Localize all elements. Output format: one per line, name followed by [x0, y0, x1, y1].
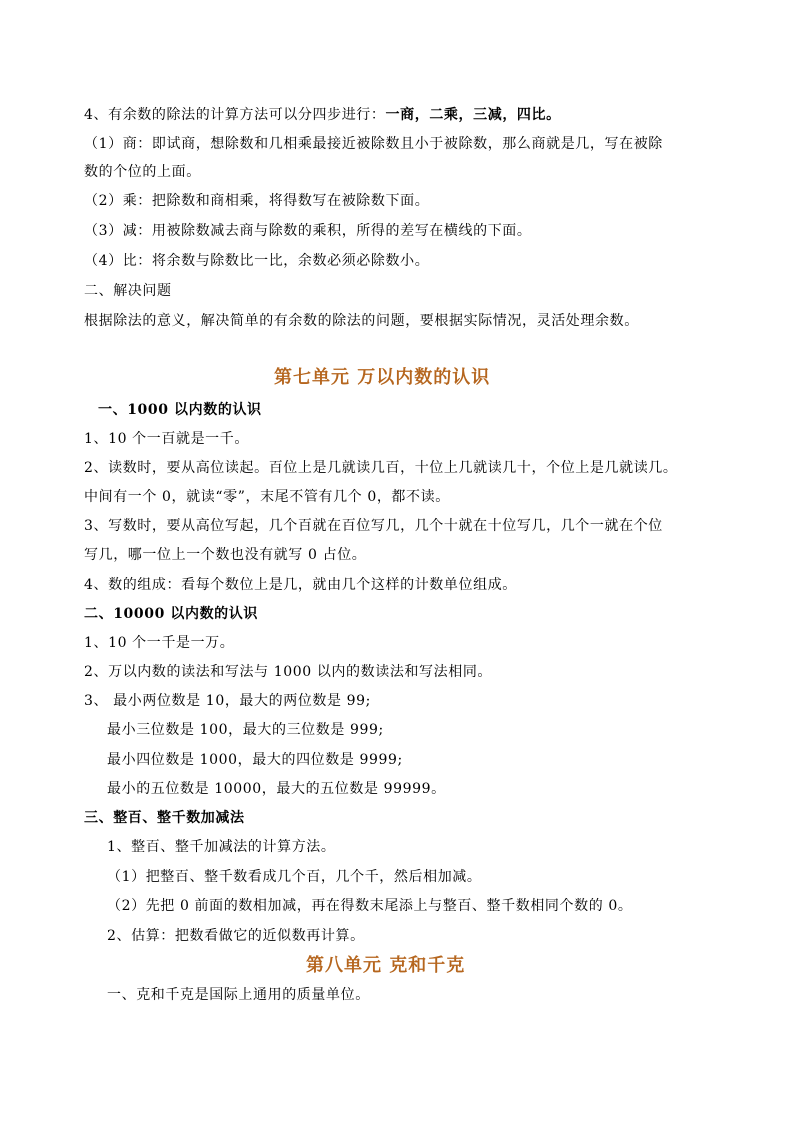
unit-7-sub3-item-1a: （1）把整百、整千数看成几个百，几个千，然后相加减。 — [107, 869, 482, 885]
unit-7-title: 第七单元 万以内数的认识 — [274, 367, 491, 388]
unit-7-item-4: 4、数的组成：看每个数位上是几，就由几个这样的计数单位组成。 — [84, 577, 517, 593]
unit-7-item-3-line-1: 3、写数时，要从高位写起，几个百就在百位写几，几个十就在十位写几，几个一就在个位 — [84, 518, 663, 534]
division-method-item — [84, 106, 561, 124]
part-2-title: 二、解决问题 — [84, 283, 172, 299]
unit-7-item-3-line-2: 写几，哪一位上一个数也没有就写 0 占位。 — [84, 547, 367, 563]
unit-7-item-2-line-1: 2、读数时，要从高位读起。百位上是几就读几百，十位上几就读几十，个位上是几就读几。 — [84, 460, 678, 476]
step-4: （4）比：将余数与除数比一比，余数必须必除数小。 — [84, 253, 430, 269]
step-3: （3）减：用被除数减去商与除数的乘积，所得的差写在横线的下面。 — [84, 223, 532, 239]
unit-7-sub2-item-3-line-1: 3、 最小两位数是 10，最大的两位数是 99; — [84, 693, 372, 709]
unit-7-sub2-item-2: 2、万以内数的读法和写法与 1000 以内的数读法和写法相同。 — [84, 664, 493, 680]
unit-7-subheading-2: 二、10000 以内数的认识 — [84, 606, 258, 622]
unit-7-sub2-item-3-line-4: 最小的五位数是 10000，最大的五位数是 99999。 — [107, 781, 446, 797]
unit-8-title: 第八单元 克和千克 — [306, 955, 466, 976]
unit-7-item-2-line-2: 中间有一个 0，就读“零”，末尾不管有几个 0，都不读。 — [84, 489, 450, 505]
unit-7-sub2-item-3-line-3: 最小四位数是 1000，最大的四位数是 9999; — [107, 752, 403, 768]
unit-8-item-1: 一、克和千克是国际上通用的质量单位。 — [107, 987, 370, 1003]
step-2: （2）乘：把除数和商相乘，将得数写在被除数下面。 — [84, 193, 430, 209]
step-1-line-2: 数的个位的上面。 — [84, 164, 201, 180]
unit-7-sub3-item-1: 1、整百、整千加减法的计算方法。 — [107, 839, 336, 855]
unit-7-sub3-item-2: 2、估算：把数看做它的近似数再计算。 — [107, 928, 365, 944]
unit-7-sub3-item-1b: （2）先把 0 前面的数相加减，再在得数末尾添上与整百、整千数相同个数的 0。 — [107, 898, 633, 914]
unit-7-sub2-item-3-line-2: 最小三位数是 100，最大的三位数是 999; — [107, 722, 384, 738]
unit-7-sub2-item-1: 1、10 个一千是一万。 — [84, 635, 235, 651]
unit-7-subheading-1: 一、1000 以内数的认识 — [98, 402, 262, 418]
step-1-line-1: （1）商：即试商，想除数和几相乘最接近被除数且小于被除数，那么商就是几，写在被除 — [84, 136, 663, 152]
division-method-steps-bold: 一商，二乘，三减，四比。 — [385, 107, 561, 123]
unit-7-subheading-3: 三、整百、整千数加减法 — [84, 810, 245, 826]
unit-7-item-1: 1、10 个一百就是一千。 — [84, 431, 249, 447]
division-method-text: 4、有余数的除法的计算方法可以分四步进行： — [84, 107, 386, 123]
part-2-text: 根据除法的意义，解决简单的有余数的除法的问题，要根据实际情况，灵活处理余数。 — [84, 313, 639, 329]
